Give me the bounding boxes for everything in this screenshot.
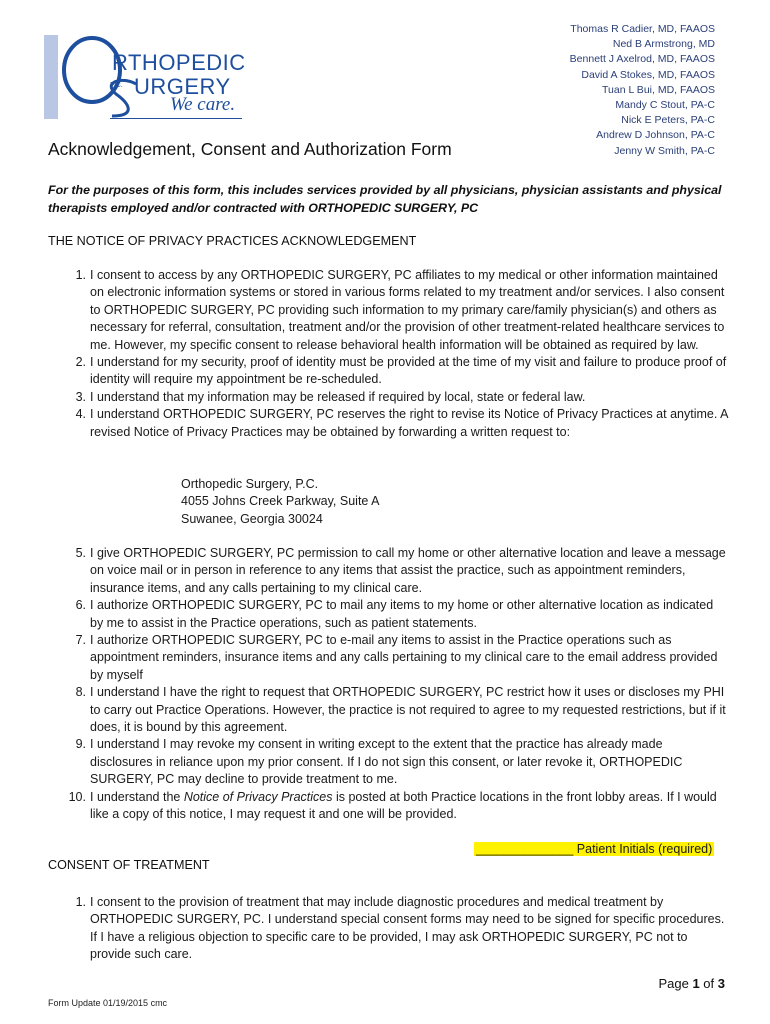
intro-paragraph: For the purposes of this form, this includes services provided by all physicians, physician assistants and physical therapists employed and/or contracted with ORTHOPEDIC SURGERY, PC [48, 183, 722, 215]
privacy-list-part-1 [48, 267, 728, 441]
list-item [48, 632, 728, 684]
page-number [658, 976, 725, 991]
staff-member: Ned B Armstrong, MD [612, 38, 715, 51]
address-line: Suwanee, Georgia 30024 [181, 511, 323, 526]
list-text: I understand for my security, proof of identity must be provided at the time of my visit and failure to produce proof of identity will require my appointment be re-scheduled. [90, 355, 727, 387]
list-number: 10. [68, 789, 86, 804]
staff-list [570, 22, 715, 159]
treatment-section-heading: CONSENT OF TREATMENT [48, 858, 210, 872]
list-text: I understand that my information may be released if required by local, state or federal law. [90, 389, 586, 404]
list-item [48, 684, 728, 736]
address-line: 4055 Johns Creek Parkway, Suite A [181, 494, 380, 509]
logo-divider [110, 118, 242, 119]
logo-tagline: We care. [170, 94, 236, 115]
page-current: 1 [692, 976, 700, 991]
list-text: I give ORTHOPEDIC SURGERY, PC permission to call my home or other alternative location and leave a message on voice mail or in person in reference to any items that assist the practice, such as appointment reminders, insurance items, and any calls pertaining to my clinical care. [90, 546, 726, 595]
list-text: I understand I may revoke my consent in writing except to the extent that the practice has already made disclosures in reliance upon my prior consent. If I do not sign this consent, or later revoke it, ORTHOPEDIC SURGERY, PC may decline to provide treatment to me. [90, 737, 683, 787]
page-of: of [703, 976, 715, 991]
staff-member: Mandy C Stout, PA-C [615, 99, 715, 112]
staff-member: Thomas R Cadier, MD, FAAOS [570, 23, 715, 35]
staff-member: Tuan L Bui, MD, FAAOS [601, 83, 715, 96]
notice-title: Notice of Privacy Practices [183, 789, 333, 804]
list-item [48, 736, 728, 788]
staff-member: Andrew D Johnson, PA-C [596, 129, 715, 142]
list-item [48, 354, 728, 389]
list-number: 7. [75, 633, 86, 648]
logo-word-orthopedic: RTHOPEDIC [112, 50, 246, 75]
patient-initials-field[interactable]: ______________ Patient Initials (required) [476, 842, 713, 856]
staff-member: Nick E Peters, PA-C [621, 114, 715, 127]
staff-member: David A Stokes, MD, FAAOS [581, 68, 715, 81]
list-item [48, 789, 728, 824]
list-number: 8. [75, 685, 86, 700]
list-text: I understand I have the right to request that ORTHOPEDIC SURGERY, PC restrict how it uses or discloses my PHI to carry out Practice Operations. However, the practice is not required to agree to my requested restrictions, but if it does, it is bound by this agreement. [90, 685, 726, 735]
list-item [48, 545, 728, 597]
privacy-list-part-2 [48, 545, 728, 824]
page-label: Page [658, 976, 689, 991]
list-number: 1. [75, 268, 86, 282]
list-item [48, 597, 728, 632]
list-text: I authorize ORTHOPEDIC SURGERY, PC to e-mail any items to assist in the Practice operations such as appointment reminders, insurance items and any calls pertaining to my clinical care to the email address provided by myself [90, 633, 718, 682]
mailing-address [181, 476, 380, 528]
list-text: I authorize ORTHOPEDIC SURGERY, PC to mail any items to my home or other alternative location as indicated by me to assist in the Practice operations, such as patient statements. [90, 598, 714, 630]
practice-logo [40, 32, 270, 124]
list-item [48, 406, 728, 441]
list-number: 9. [75, 737, 86, 752]
address-line: Orthopedic Surgery, P.C. [181, 477, 319, 491]
list-number: 1. [75, 895, 86, 909]
form-title: Acknowledgement, Consent and Authorization Form [48, 139, 452, 159]
staff-member: Bennett J Axelrod, MD, FAAOS [569, 53, 715, 66]
list-number: 4. [75, 407, 86, 422]
list-number: 5. [75, 546, 86, 560]
list-text: is posted at both Practice locations in the front lobby areas. If I would like a copy of this notice, I may request it and one will be provided. [90, 789, 717, 822]
list-item [48, 267, 728, 354]
page-total: 3 [717, 976, 725, 991]
list-item [48, 894, 728, 964]
form-update-footer: Form Update 01/19/2015 cmc [48, 998, 168, 1008]
list-text: I consent to access by any ORTHOPEDIC SURGERY, PC affiliates to my medical or other information maintained on electronic information systems or stored in various forms related to my treatment and/or services. I also consent to ORTHOPEDIC SURGERY, PC providing such information to my primary care/family physician(s) and others as necessary for referral, consultation, treatment and/or the provision of other treatment-related healthcare services to me. However, my specific consent to release behavioral health information will be obtained as required by law. [90, 268, 725, 352]
list-number: 2. [75, 355, 86, 370]
logo-word-surgery: URGERY [134, 74, 231, 99]
list-number: 3. [75, 389, 86, 404]
list-text: I understand the [90, 789, 184, 804]
treatment-list [48, 894, 728, 964]
staff-member: Jenny W Smith, PA-C [614, 144, 715, 157]
list-text: I consent to the provision of treatment that may include diagnostic procedures and medical treatment by ORTHOPEDIC SURGERY, PC. I understand special consent forms may need to be signed for specific procedures. If I have a religious objection to specific care to be provided, I may ask ORTHOPEDIC SURGERY, PC not to provide such care. [90, 895, 725, 962]
list-number: 6. [75, 598, 86, 613]
logo-pc: P.C. [110, 82, 123, 89]
privacy-section-heading: THE NOTICE OF PRIVACY PRACTICES ACKNOWLEDGEMENT [48, 234, 417, 248]
list-text: I understand ORTHOPEDIC SURGERY, PC reserves the right to revise its Notice of Privacy Practices at anytime. A revised Notice of Privacy Practices may be obtained by forwarding a written request to: [90, 407, 728, 439]
list-item [48, 389, 728, 406]
